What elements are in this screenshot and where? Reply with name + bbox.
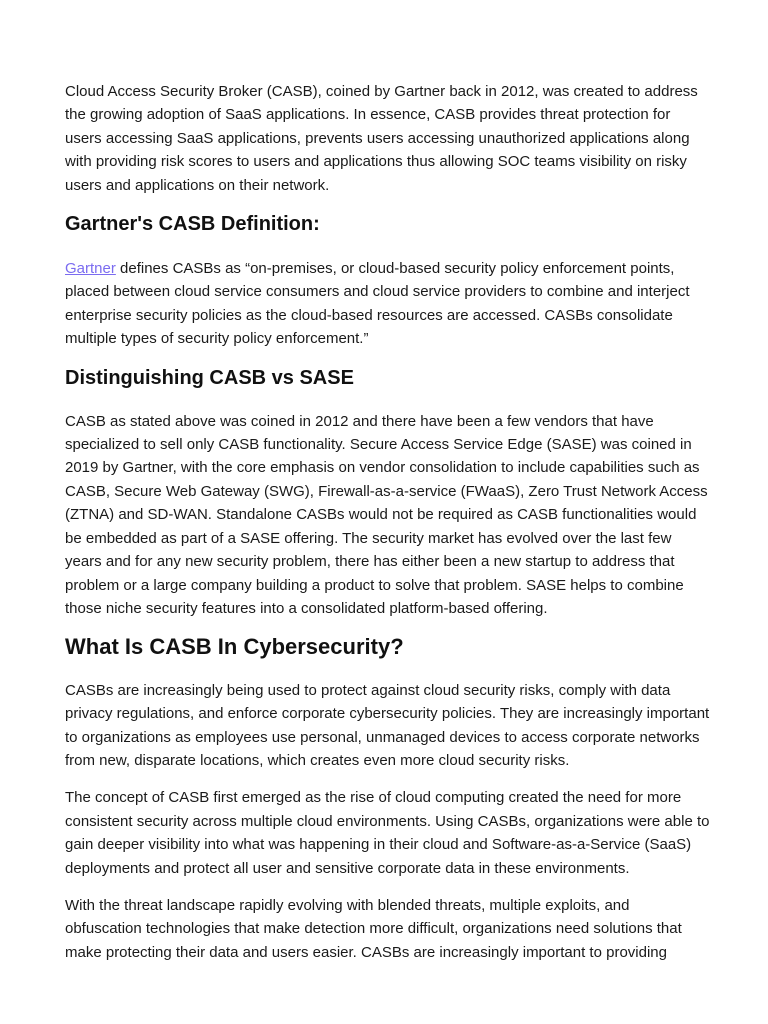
section-heading-casb-vs-sase: Distinguishing CASB vs SASE: [65, 366, 354, 389]
definition-paragraph: [65, 257, 710, 351]
section-heading-gartner-definition: Gartner's CASB Definition:: [65, 213, 320, 236]
casb-vs-sase-paragraph: CASB as stated above was coined in 2012 and there have been a few vendors that have specialized to sell only CASB functionality. Secure Access Service Edge (SASE) was coined in 2019 by Gartner, with the core emphasis on vendor consolidation to include capabilities such as CASB, Secure Web Gateway (SWG), Firewall-as-a-service (FWaaS), Zero Trust Network Access (ZTNA) and SD-WAN. Standalone CASBs would not be required as CASB functionalities would be embedded as part of a SASE offering. The security market has evolved over the last few years and for any new security problem, there has either been a new startup to address that problem or a large company building a product to solve that problem. SASE helps to combine those niche security features into a consolidated platform-based offering.: [65, 412, 708, 617]
article-body: [65, 80, 710, 978]
section-heading-what-is-casb: What Is CASB In Cybersecurity?: [65, 634, 404, 660]
gartner-link[interactable]: Gartner: [65, 260, 116, 278]
definition-text: defines CASBs as “on-premises, or cloud-based security policy enforcement points, placed between cloud service consumers and cloud service providers to combine and interject enterprise security policies as the cloud-based resources are accessed. CASBs consolidate multiple types of security policy enforcement.”: [65, 260, 690, 348]
intro-paragraph: Cloud Access Security Broker (CASB), coined by Gartner back in 2012, was created to address the growing adoption of SaaS applications. In essence, CASB provides threat protection for users accessing SaaS applications, prevents users accessing unauthorized applications along with providing risk scores to users and applications thus allowing SOC teams visibility on risky users and applications on their network.: [65, 83, 698, 194]
what-is-casb-paragraph-2: The concept of CASB first emerged as the rise of cloud computing created the need for more consistent security across multiple cloud environments. Using CASBs, organizations were able to gain deeper visibility into what was happening in their cloud and Software-as-a-Service (SaaS) deployments and protect all user and sensitive corporate data in these environments.: [65, 789, 710, 877]
what-is-casb-paragraph-1: CASBs are increasingly being used to protect against cloud security risks, comply with data privacy regulations, and enforce corporate cybersecurity policies. They are increasingly important to organizations as employees use personal, unmanaged devices to access corporate networks from new, disparate locations, which creates even more cloud security risks.: [65, 681, 710, 769]
what-is-casb-paragraph-3: With the threat landscape rapidly evolving with blended threats, multiple exploits, and obfuscation technologies that make detection more difficult, organizations need solutions that make protecting their data and users easier. CASBs are increasingly important to providing: [65, 896, 682, 961]
